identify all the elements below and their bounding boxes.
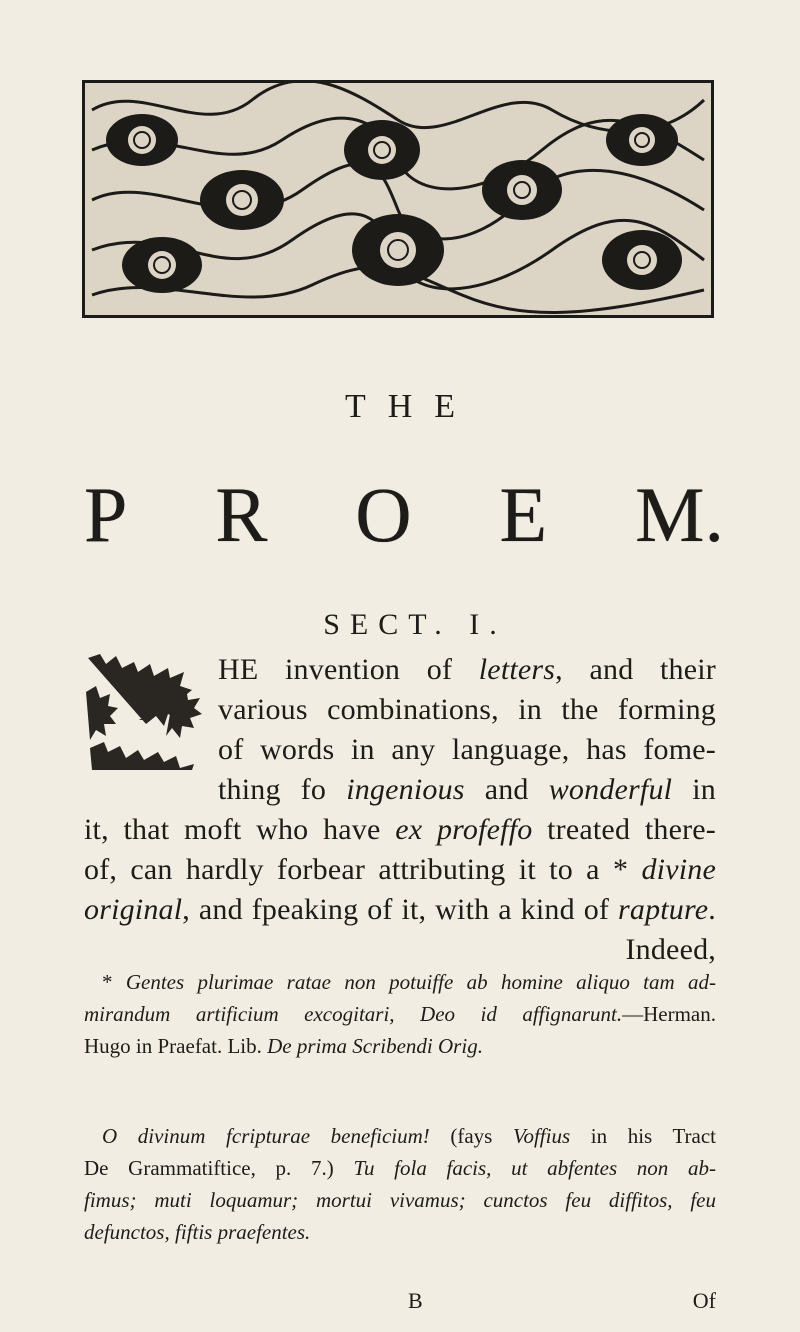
- footnote-line: * Gentes plurimae ratae non potuiffe ab homine aliquo tam ad-: [102, 970, 716, 994]
- text-line: of words in any language, has fome-: [218, 733, 716, 766]
- text-line: thing fo ingenious and wonderful in: [218, 773, 716, 806]
- text-line: of, can hardly forbear attributing it to a * divine: [84, 853, 716, 886]
- text-line: HE invention of letters, and their: [218, 653, 716, 686]
- title-letter: P: [84, 471, 128, 558]
- text-line: various combinations, in the forming: [218, 693, 716, 726]
- title-letter: O: [355, 471, 412, 558]
- footnote-1: [84, 966, 716, 1062]
- text-line: it, that moft who have ex profeffo treated there-: [84, 813, 716, 846]
- title-the: THE: [344, 388, 478, 425]
- footnote-2: [84, 1120, 716, 1248]
- title-proem: [84, 471, 724, 558]
- catchword: Of: [692, 1288, 716, 1313]
- footnote-line: mirandum artificium excogitari, Deo id affignarunt.—Herman.: [84, 1002, 716, 1026]
- footnote-line: fimus; muti loquamur; mortui vivamus; cunctos feu diffitos, feu: [84, 1188, 716, 1212]
- footnote-line: De Grammatiftice, p. 7.) Tu fola facis, ut abfentes non ab-: [84, 1156, 716, 1180]
- headpiece-ornament: [82, 80, 714, 318]
- drop-cap-letter: T: [134, 694, 154, 727]
- title-letter: M.: [635, 471, 724, 558]
- title-letter: E: [499, 471, 548, 558]
- text-line: Indeed,: [625, 933, 716, 966]
- title-letter: R: [215, 471, 268, 558]
- signature-mark: B: [408, 1288, 423, 1313]
- main-paragraph: [84, 650, 716, 970]
- footnote-line: Hugo in Praefat. Lib. De prima Scribendi Orig.: [84, 1034, 483, 1058]
- text-line: original, and fpeaking of it, with a kind of rapture.: [84, 893, 716, 926]
- footnote-line: defunctos, fiftis praefentes.: [84, 1220, 311, 1244]
- footnote-line: O divinum fcripturae beneficium! (fays Voffius in his Tract: [102, 1124, 716, 1148]
- page-footer: [84, 1288, 716, 1314]
- section-heading: SECT. I.: [323, 608, 507, 641]
